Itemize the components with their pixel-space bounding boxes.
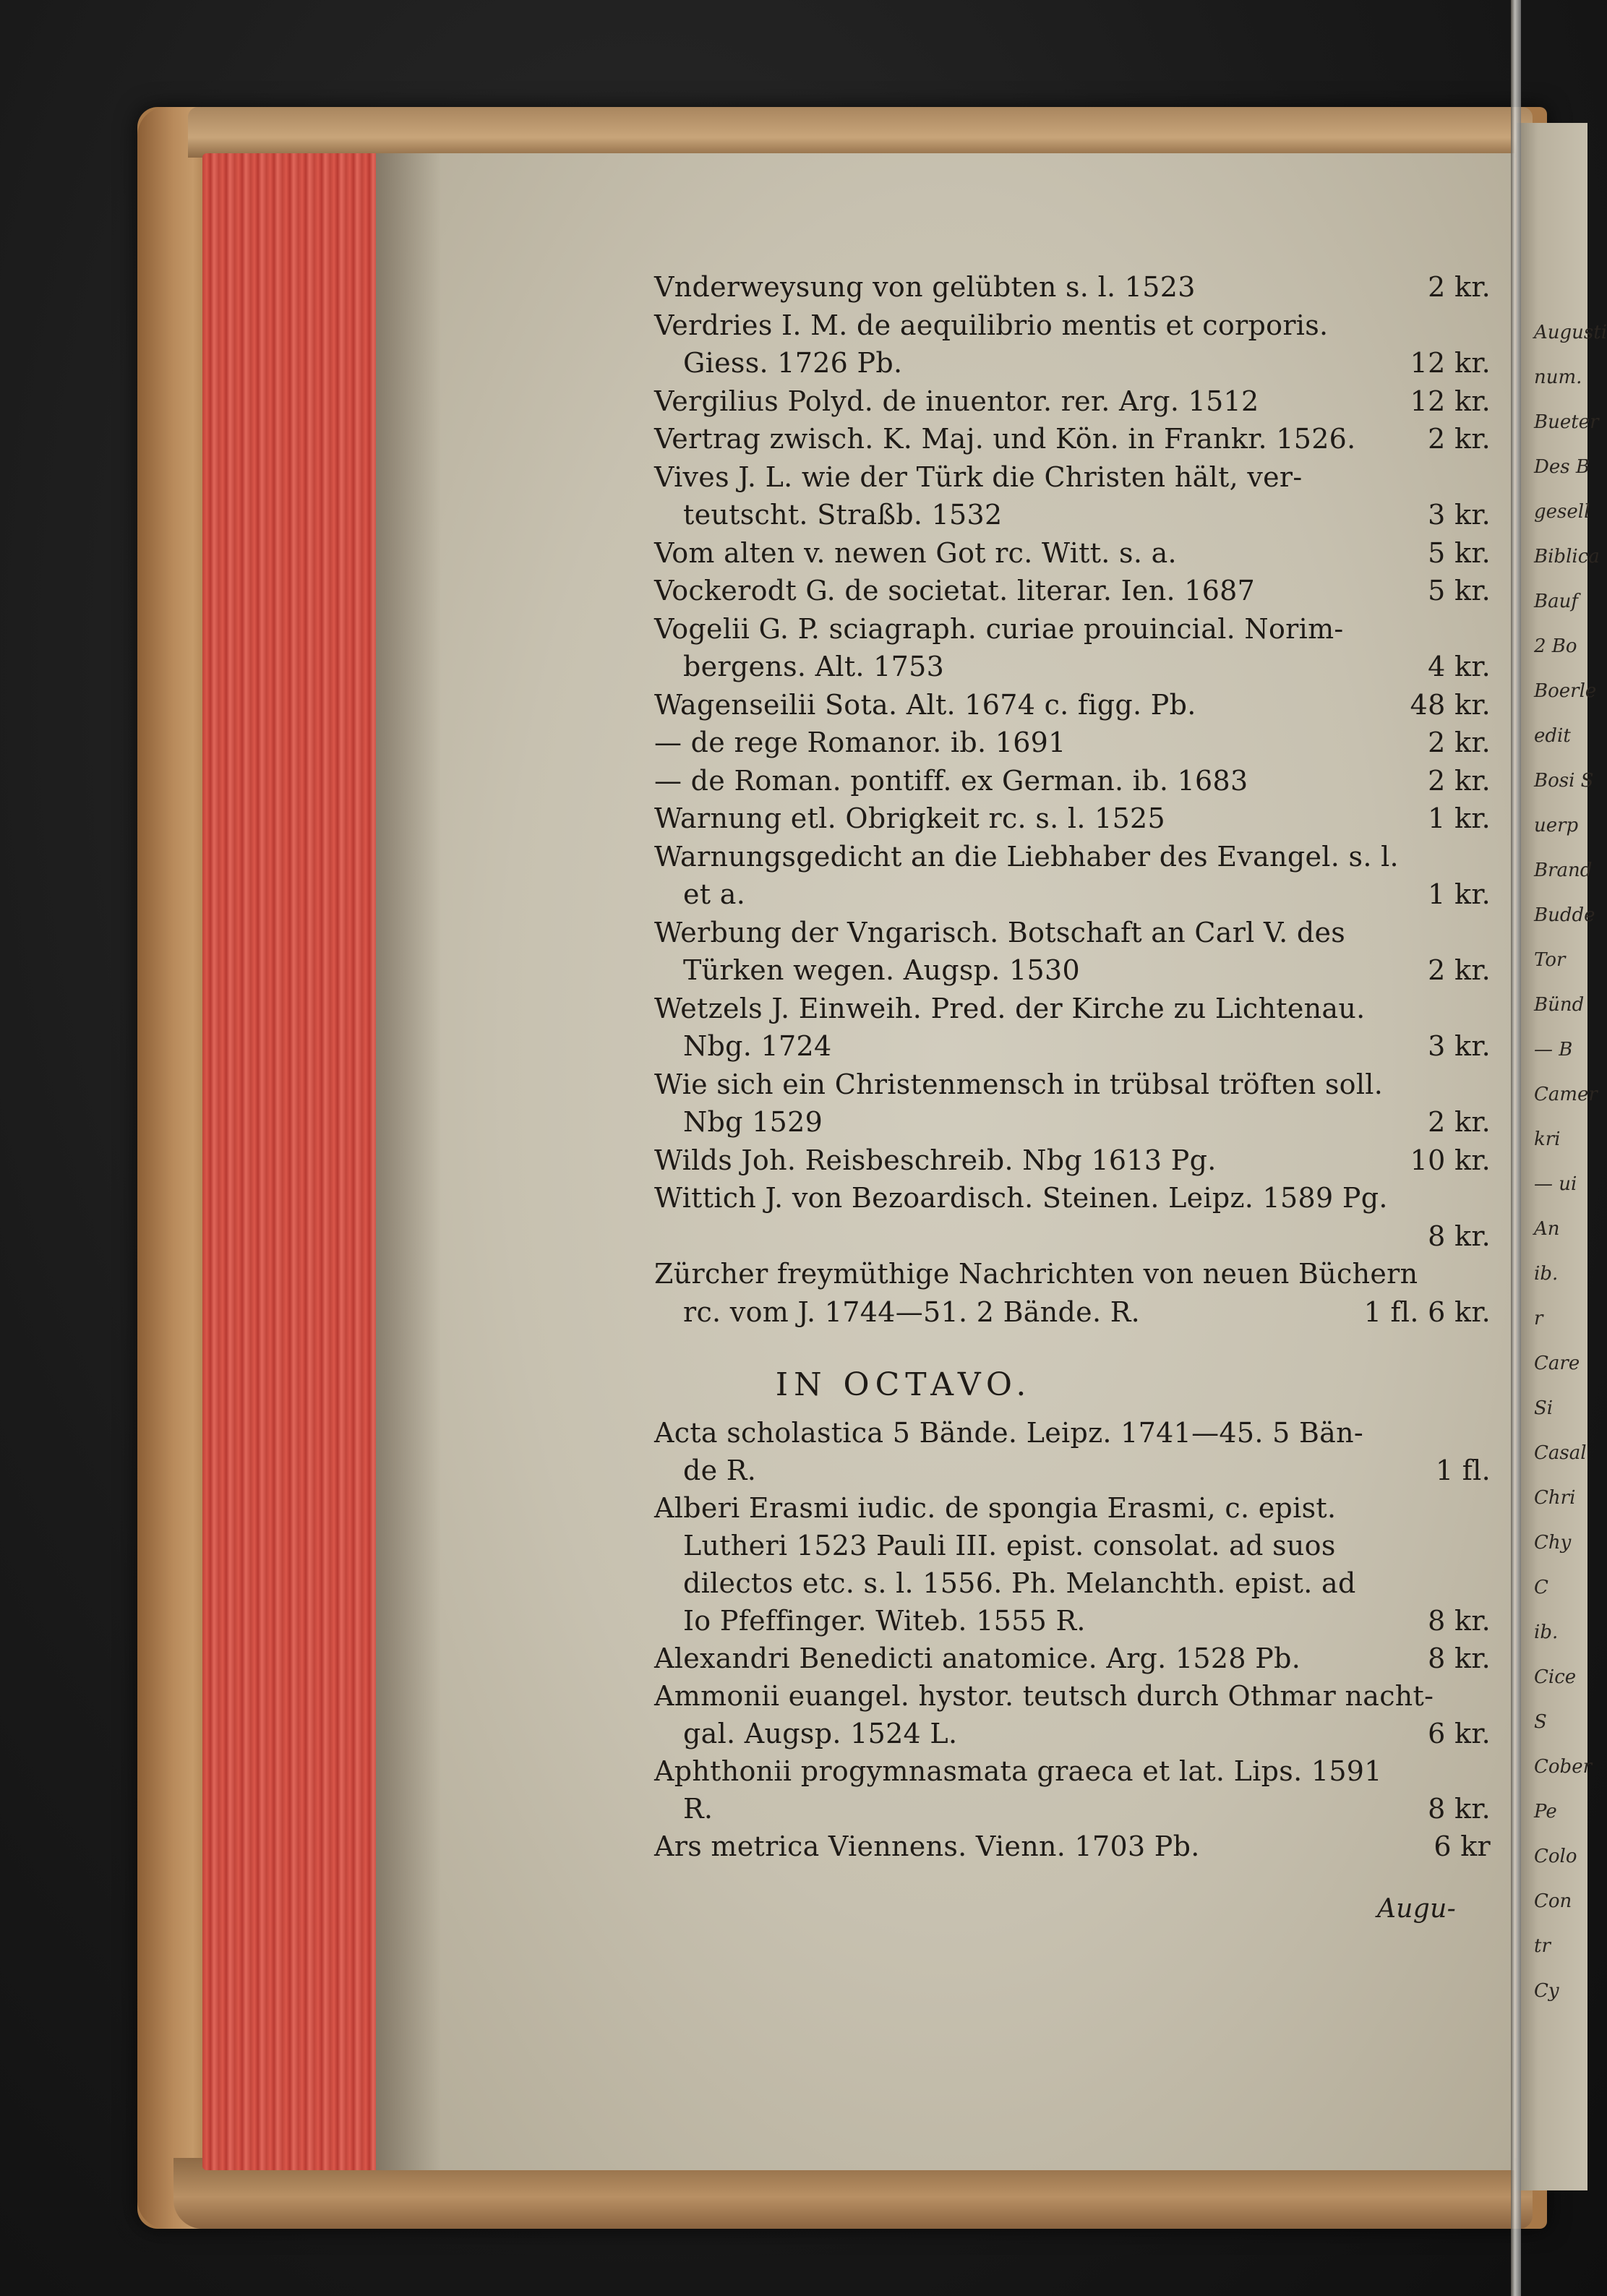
right-page-fragment: tr <box>1534 1935 1551 1957</box>
catchword: Augu- <box>1377 1894 1457 1924</box>
right-page-fragment: Bosi S <box>1534 770 1594 792</box>
entry-price: 5 kr. <box>1428 536 1491 569</box>
entry-price: 12 kr. <box>1410 385 1491 417</box>
entry-text: Io Pfeffinger. Witeb. 1555 R. <box>683 1605 1086 1637</box>
right-page-fragment: r <box>1534 1308 1543 1329</box>
right-page-fragment: Care <box>1534 1353 1580 1374</box>
entry-price: 1 kr. <box>1428 802 1491 834</box>
entry-price: 48 kr. <box>1410 688 1491 721</box>
entry-price: 8 kr. <box>1428 1220 1491 1252</box>
catalog-entry <box>654 1492 1336 1524</box>
entry-text: Nbg 1529 <box>683 1106 823 1138</box>
entry-price: 2 kr. <box>1428 271 1491 303</box>
right-page-fragment: Camer <box>1534 1084 1598 1105</box>
right-page-fragment: — ui <box>1534 1173 1577 1195</box>
catalog-entry <box>683 1793 713 1825</box>
catalog-entry <box>654 1182 1388 1214</box>
right-page-fragment: Des B <box>1534 456 1590 478</box>
entry-text: Türken wegen. Augsp. 1530 <box>683 954 1080 986</box>
entry-price: 2 kr. <box>1428 954 1491 986</box>
catalog-entry <box>654 385 1259 417</box>
catalog-entry <box>654 537 1177 569</box>
right-page-fragment: Casal <box>1534 1442 1587 1464</box>
entry-price: 3 kr. <box>1428 499 1491 531</box>
entry-text: teutscht. Straßb. 1532 <box>683 499 1003 531</box>
entry-text: Vockerodt G. de societat. literar. Ien. 1687 <box>654 575 1256 607</box>
right-page-fragment: Con <box>1534 1890 1572 1912</box>
catalog-entry <box>654 841 1399 873</box>
entry-text: gal. Augsp. 1524 L. <box>683 1718 958 1749</box>
entry-text: Zürcher freymüthige Nachrichten von neuen Büchern <box>654 1258 1418 1290</box>
entry-text: Vertrag zwisch. K. Maj. und Kön. in Frankr. 1526. <box>654 423 1356 455</box>
entry-text: Vogelii G. P. sciagraph. curiae prouincial. Norim- <box>654 612 1344 645</box>
entry-price: 2 kr. <box>1428 764 1491 797</box>
entry-price: 8 kr. <box>1428 1642 1491 1674</box>
catalog-entry <box>654 271 1196 303</box>
entry-text: rc. vom J. 1744—51. 2 Bände. R. <box>683 1295 1140 1328</box>
catalog-entry <box>683 1455 756 1486</box>
entry-price: 2 kr. <box>1428 1106 1491 1138</box>
section-heading: IN OCTAVO. <box>775 1366 1032 1403</box>
catalog-entry <box>654 1258 1418 1290</box>
catalog-entry <box>654 1144 1217 1176</box>
entry-text: Lutheri 1523 Pauli III. epist. consolat. ad suos <box>683 1530 1336 1562</box>
right-page-fragment: Chy <box>1534 1532 1572 1554</box>
catalog-entry <box>654 1830 1200 1862</box>
right-page-fragment: kri <box>1534 1128 1561 1150</box>
catalog-entry <box>654 309 1328 341</box>
entry-text: bergens. Alt. 1753 <box>683 651 945 682</box>
entry-text: Acta scholastica 5 Bände. Leipz. 1741—45. 5 Bän- <box>654 1417 1364 1449</box>
right-page-fragment: Bauf <box>1534 591 1578 612</box>
right-page-fragment: ib. <box>1534 1622 1559 1643</box>
right-page-fragment: S <box>1534 1711 1547 1733</box>
right-page-fragment: Cy <box>1534 1980 1559 2002</box>
right-page-fragment: Tor <box>1534 949 1566 971</box>
right-page-fragment: 2 Bo <box>1534 635 1577 657</box>
catalog-entry <box>654 575 1255 607</box>
right-page-fragment: Biblica <box>1534 546 1600 567</box>
right-page-fragment: Boerle <box>1534 680 1597 702</box>
entry-price: 3 kr. <box>1428 1030 1491 1062</box>
right-page-fragment: num. <box>1534 367 1582 388</box>
catalog-entry <box>683 347 902 379</box>
catalog-entry <box>654 917 1345 948</box>
entry-text: Wilds Joh. Reisbeschreib. Nbg 1613 Pg. <box>654 1144 1217 1176</box>
entry-text: Wagenseilii Sota. Alt. 1674 c. figg. Pb. <box>654 688 1196 721</box>
catalog-entry <box>683 1605 1086 1637</box>
right-page-fragment: Bünd <box>1534 994 1585 1016</box>
catalog-entry <box>683 1296 1140 1328</box>
catalog-entry <box>654 1068 1383 1100</box>
entry-text: Werbung der Vngarisch. Botschaft an Carl V. des <box>654 916 1346 948</box>
entry-text: Wetzels J. Einweih. Pred. der Kirche zu Lichtenau. <box>654 992 1366 1024</box>
catalog-entry <box>683 1030 831 1062</box>
entry-price: 2 kr. <box>1428 423 1491 455</box>
entry-price: 1 kr. <box>1428 878 1491 910</box>
entry-text: Nbg. 1724 <box>683 1030 832 1062</box>
entry-text: Verdries I. M. de aequilibrio mentis et corporis. <box>654 309 1329 341</box>
right-page-fragment: An <box>1534 1218 1560 1240</box>
entry-text: Warnung etl. Obrigkeit rc. s. l. 1525 <box>654 802 1165 834</box>
right-page-fragment: Pe <box>1534 1801 1557 1822</box>
entry-price: 1 fl. <box>1435 1455 1491 1486</box>
right-page-fragment: C <box>1534 1577 1548 1598</box>
entry-price: 6 kr <box>1434 1830 1491 1862</box>
entry-price: 8 kr. <box>1428 1605 1491 1637</box>
catalog-entry <box>654 1417 1363 1449</box>
entry-text: Alexandri Benedicti anatomice. Arg. 1528 Pb. <box>654 1642 1301 1674</box>
entry-text: Vives J. L. wie der Türk die Christen hält, ver- <box>654 461 1303 493</box>
right-page-fragment: Colo <box>1534 1846 1577 1867</box>
entry-text: Aphthonii progymnasmata graeca et lat. Lips. 1591 <box>654 1755 1382 1787</box>
catalog-entry <box>654 1680 1434 1712</box>
catalog-entry <box>683 1567 1356 1599</box>
entry-price: 4 kr. <box>1428 651 1491 682</box>
catalog-entry <box>654 1642 1300 1674</box>
catalog-entry <box>654 423 1356 455</box>
right-page-fragment: edit <box>1534 725 1571 747</box>
catalog-entry <box>654 1755 1382 1787</box>
catalog-entry <box>683 878 745 910</box>
right-page-fragment: Budde <box>1534 904 1595 926</box>
catalog-entry <box>654 993 1366 1024</box>
entry-price: 12 kr. <box>1410 347 1491 379</box>
catalog-entry <box>654 689 1196 721</box>
entry-text: et a. <box>683 878 746 910</box>
catalog-entry <box>683 1530 1336 1562</box>
entry-text: R. <box>683 1793 713 1825</box>
right-page-fragment: uerp <box>1534 815 1579 836</box>
right-page-fragment: Chri <box>1534 1487 1576 1509</box>
entry-price: 5 kr. <box>1428 575 1491 607</box>
catalog-entry <box>654 461 1303 493</box>
catalog-entry <box>683 1106 823 1138</box>
entry-price: 2 kr. <box>1428 727 1491 758</box>
right-page-fragment: gesell <box>1534 501 1590 523</box>
right-page-fragment: — B <box>1534 1039 1573 1061</box>
catalog-entry <box>683 499 1003 531</box>
catalog-entry <box>683 651 944 682</box>
entry-price: 8 kr. <box>1428 1793 1491 1825</box>
entry-text: Vom alten v. newen Got rc. Witt. s. a. <box>654 536 1177 569</box>
entry-price: 1 fl. 6 kr. <box>1363 1295 1491 1328</box>
catalog-entry <box>654 765 1248 797</box>
entry-text: Alberi Erasmi iudic. de spongia Erasmi, c. epist. <box>654 1492 1337 1524</box>
entry-text: de R. <box>683 1455 757 1486</box>
entry-text: Warnungsgedicht an die Liebhaber des Evangel. s. l. <box>654 840 1399 873</box>
right-page-fragment: Augusti <box>1534 322 1607 343</box>
entry-text: Wie sich ein Christenmensch in trübsal tröften soll. <box>654 1068 1384 1100</box>
catalog-entry <box>683 954 1080 986</box>
right-page-fragment: Si <box>1534 1397 1554 1419</box>
right-page-fragment: Cice <box>1534 1666 1577 1688</box>
right-page-fragment: Brand <box>1534 860 1593 881</box>
entry-text: Vnderweysung von gelübten s. l. 1523 <box>654 271 1196 303</box>
catalog-entry <box>654 727 1066 758</box>
entry-text: — de rege Romanor. ib. 1691 <box>654 727 1066 758</box>
entry-text: Ars metrica Viennens. Vienn. 1703 Pb. <box>654 1830 1200 1862</box>
entry-price: 10 kr. <box>1410 1144 1491 1176</box>
catalog-entry <box>654 802 1165 834</box>
entry-text: Vergilius Polyd. de inuentor. rer. Arg. 1512 <box>654 385 1259 417</box>
right-page-fragment: Cober <box>1534 1756 1593 1778</box>
right-page-fragment: ib. <box>1534 1263 1559 1285</box>
right-page-fragment: Bueter <box>1534 411 1599 433</box>
entry-text: — de Roman. pontiff. ex German. ib. 1683 <box>654 764 1248 797</box>
entry-text: dilectos etc. s. l. 1556. Ph. Melanchth. epist. ad <box>683 1567 1356 1599</box>
entry-text: Ammonii euangel. hystor. teutsch durch Othmar nacht- <box>654 1680 1434 1712</box>
entry-text: Giess. 1726 Pb. <box>683 347 903 379</box>
catalog-entry <box>683 1718 957 1749</box>
entry-price: 6 kr. <box>1428 1718 1491 1749</box>
entry-text: Wittich J. von Bezoardisch. Steinen. Leipz. 1589 Pg. <box>654 1182 1388 1214</box>
catalog-entry <box>654 613 1344 645</box>
